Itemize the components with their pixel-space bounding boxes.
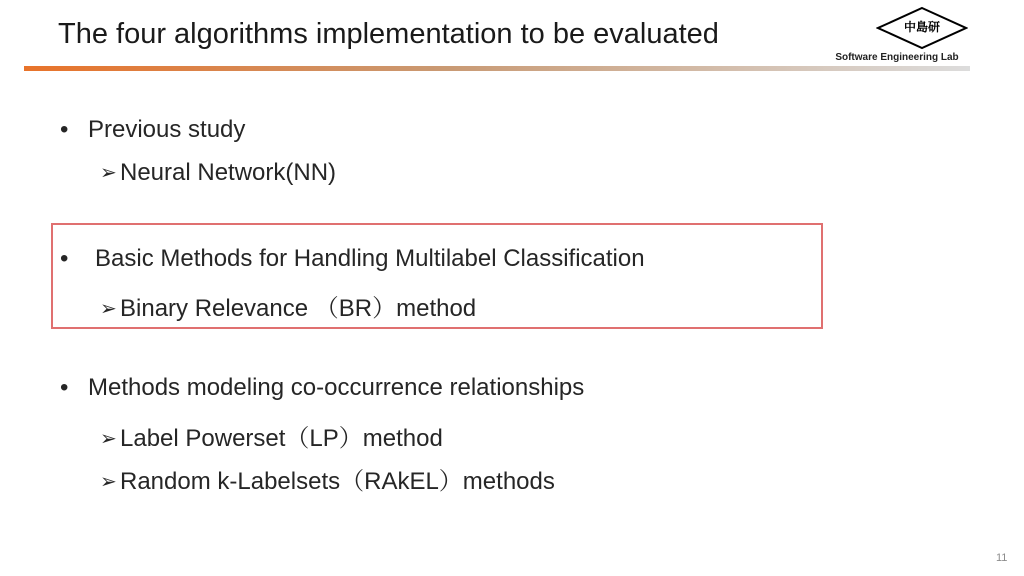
title-underline xyxy=(24,66,970,71)
logo-text: 中島研 xyxy=(903,20,940,34)
section-heading: Previous study xyxy=(88,116,246,143)
arrow-icon: ➢ xyxy=(100,298,117,320)
sub-item xyxy=(100,159,336,187)
section-heading: Basic Methods for Handling Multilabel Classification xyxy=(95,245,645,272)
section-heading: Methods modeling co-occurrence relationships xyxy=(88,374,585,401)
page-number: 11 xyxy=(996,552,1008,564)
bullet-marker: • xyxy=(60,245,69,272)
sub-item-label: Binary Relevance （BR）method xyxy=(120,295,477,322)
sub-item xyxy=(100,288,476,323)
arrow-icon: ➢ xyxy=(100,471,117,493)
lab-name: Software Engineering Lab xyxy=(835,52,959,63)
arrow-icon: ➢ xyxy=(100,162,117,184)
sub-item-label: Neural Network(NN) xyxy=(120,159,337,186)
bullet-marker: • xyxy=(60,374,69,401)
lab-logo xyxy=(876,6,968,50)
sub-item-label: Random k-Labelsets（RAkEL）methods xyxy=(120,468,555,495)
sub-item xyxy=(100,461,555,496)
slide-title: The four algorithms implementation to be evaluated xyxy=(58,18,719,50)
sub-item-label: Label Powerset（LP）method xyxy=(120,425,443,452)
arrow-icon: ➢ xyxy=(100,428,117,450)
bullet-marker: • xyxy=(60,116,69,143)
sub-item xyxy=(100,418,443,453)
